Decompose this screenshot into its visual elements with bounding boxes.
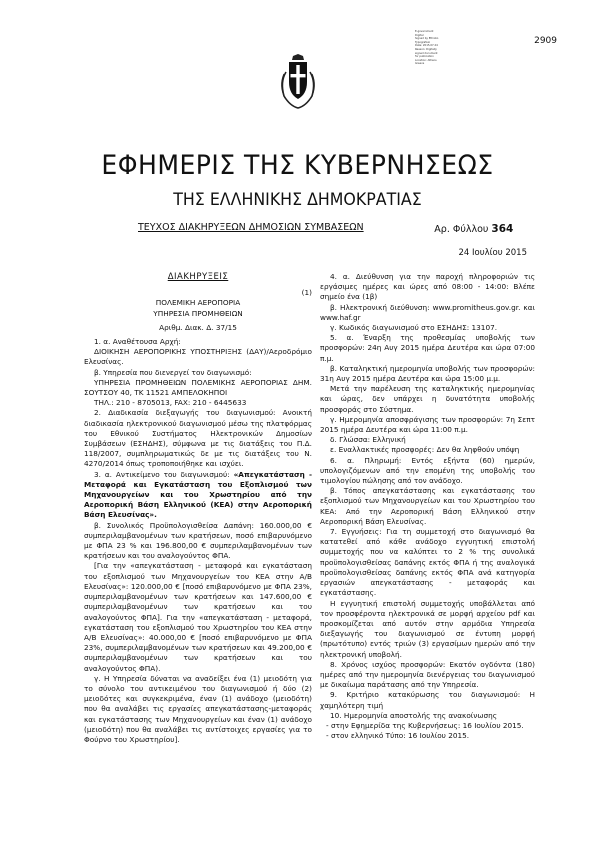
- stamp-line: E-government: [415, 30, 434, 33]
- gazette-subtitle: ΤΗΣ ΕΛΛΗΝΙΚΗΣ ΔΗΜΟΚΡΑΤΙΑΣ: [173, 190, 422, 210]
- paragraph: β. Υπηρεσία που διενεργεί τον διαγωνισμό:: [94, 367, 252, 377]
- paragraph-lead: 3. α. Αντικείμενο του διαγωνισμού:: [94, 469, 234, 479]
- stamp-line: for publication: [415, 55, 434, 59]
- section-heading: ΔΙΑΚΗΡΥΞΕΙΣ: [167, 272, 229, 282]
- paragraph: 9. Κριτήριο κατακύρωσης του διαγωνισμού: Η χαμηλότερη τιμή: [320, 690, 535, 710]
- paragraph: γ. Η Υπηρεσία δύναται να αναδείξει ένα (1) μειοδότη για το σύνολο του αντικειμένου του διαγωνισμού ή δύο (2) μειοδότες και συγκεκριμένα, έναν (1) ανάδοχο (μειοδότη) που θα αναλάβει τις εργασίες απεγκατάστασης-μεταφοράς και εγκατάστασης των Μηχανουργείων και έναν (1) ανάδοχο (μειοδότη) που θα αναλάβει τις αντίστοιχες εργασίες για το Φούρνο του Χρωστηρίου].: [84, 673, 312, 744]
- paragraph: β. Συνολικός Προϋπολογισθείσα Δαπάνη: 160.000,00 € συμπεριλαμβανομένων των κρατήσεων, ποσό επιβαρυνόμενο με ΦΠΑ 23 % και 196.800,00 € συμπεριλαμβανομένων των κρατήσεων και του αναλογούντος ΦΠΑ.: [84, 520, 312, 561]
- paragraph: [84, 470, 312, 521]
- stamp-line: signed document: [415, 51, 438, 55]
- stamp-line: Date: 2015.07.24: [415, 44, 438, 48]
- reference-number: Αριθμ. Διακ. Δ. 37/15: [159, 322, 237, 332]
- stamp-line: Typografeio: [415, 40, 431, 44]
- paragraph: 5. α. Έναρξη της προθεσμίας υποβολής των προσφορών: 24η Αυγ 2015 ημέρα Δευτέρα και ώρα 07:00 π.μ.: [320, 333, 535, 363]
- paragraph: β. Ηλεκτρονική διεύθυνση: www.promitheus.gov.gr. και www.haf.gr: [320, 302, 535, 322]
- paragraph: - στην Εφημερίδα της Κυβερνήσεως: 16 Ιουλίου 2015.: [326, 720, 524, 730]
- paragraph: γ. Κωδικός διαγωνισμού στο ΕΣΗΔΗΣ: 13107.: [330, 323, 498, 333]
- footnote-number: (1): [301, 288, 312, 298]
- paragraph: [Για την «απεγκατάσταση - μεταφορά και εγκατάσταση του εξοπλισμού των Μηχανουργείων του ΚΕΑ στην Α/Β Ελευσίνας»: 120.000,00 € [ποσό επιβαρυνόμενο με ΦΠΑ 23%, συμπεριλαμβανομένων των κρατήσεων και 147.600,00 € συμπεριλαμβανομένων των κρατήσεων και του αναλογούντος ΦΠΑ]. Για την «απεγκατάσταση - μεταφορά, εγκατάσταση του εξοπλισμού του Χρωστηρίου του ΚΕΑ στην Α/Β Ελευσίνας»: 40.000,00 € [ποσό επιβαρυνόμενο με ΦΠΑ 23%, συμπεριλαμβανομένων των κρατήσεων και 49.200,00 € συμπεριλαμβανομένων των κρατήσεων και του αναλογούντος ΦΠΑ).: [84, 561, 312, 673]
- paragraph: ΤΗΛ.: 210 - 8705013, FAX: 210 - 6445633: [94, 398, 247, 408]
- paragraph: ε. Εναλλακτικές προσφορές: Δεν θα ληφθούν υπόψη: [330, 445, 520, 455]
- stamp-line: Greece: [415, 62, 425, 66]
- paragraph: 7. Εγγυήσεις: Για τη συμμετοχή στο διαγωνισμό θα κατατεθεί από κάθε ανάδοχο εγγυητική επιστολή συμμετοχής που να καλύπτει το 2 % της συνολικά προϋπολογισθείσας δαπάνης εκτός ΦΠΑ ή της αναλογικά προϋπολογισθείσας δαπάνης εκτός ΦΠΑ ανά κατηγορία εργασιών απεγκατάστασης - μεταφοράς και εγκατάστασης.: [320, 527, 535, 598]
- stamp-line: Location: Athens: [415, 58, 437, 62]
- paragraph: 2. Διαδικασία διεξαγωγής του διαγωνισμού: Ανοικτή διαδικασία ηλεκτρονικού διαγωνισμού μέσω της πλατφόρμας του Εθνικού Συστήματος Ηλεκτρονικών Δημοσίων Συμβάσεων (ΕΣΗΔΗΣ), σύμφωνα με τις διατάξεις του Π.Δ. 118/2007, συμπληρωματικώς δε με τις διατάξεις του Ν. 4270/2014 όπως τροποποιήθηκε και ισχύει.: [84, 408, 312, 469]
- paragraph: γ. Ημερομηνία αποσφράγισης των προσφορών: 7η Σεπτ 2015 ημέρα Δευτέρα και ώρα 11:00 π.μ.: [320, 414, 535, 435]
- paragraph: ΥΠΗΡΕΣΙΑ ΠΡΟΜΗΘΕΙΩΝ ΠΟΛΕΜΙΚΗΣ ΑΕΡΟΠΟΡΙΑΣ ΔΗΜ. ΣΟΥΤΣΟΥ 40, ΤΚ 11521 ΑΜΠΕΛΟΚΗΠΟΙ: [84, 377, 312, 398]
- stamp-line: Signed by Ethniko: [415, 37, 439, 41]
- stamp-line: Reason: Digitally: [415, 47, 437, 51]
- paragraph: 8. Χρόνος ισχύος προσφορών: Εκατόν ογδόντα (180) ημέρες από την ημερομηνία διενέργειας του διαγωνισμού με δικαίωμα παράτασης από την Υπηρεσία.: [320, 659, 535, 690]
- issue-type: ΤΕΥΧΟΣ ΔΙΑΚΗΡΥΞΕΩΝ ΔΗΜΟΣΙΩΝ ΣΥΜΒΑΣΕΩΝ: [138, 222, 364, 233]
- paragraph: Μετά την παρέλευση της καταληκτικής ημερομηνίας και ώρας, δεν υπάρχει η δυνατότητα υποβολής προσφοράς στο Σύστημα.: [320, 384, 535, 414]
- digital-signature-stamp: [415, 30, 475, 66]
- left-column: [84, 272, 312, 745]
- org-unit: ΥΠΗΡΕΣΙΑ ΠΡΟΜΗΘΕΙΩΝ: [153, 308, 243, 318]
- gazette-title: ΕΦΗΜΕΡΙΣ ΤΗΣ ΚΥΒΕΡΝΗΣΕΩΣ: [101, 150, 494, 181]
- sheet-label: Αρ. Φύλλου: [434, 224, 489, 235]
- paragraph: - στον ελληνικό Τύπο: 16 Ιουλίου 2015.: [326, 731, 470, 741]
- paragraph: Η εγγυητική επιστολή συμμετοχής υποβάλλεται από τον προσφέροντα ηλεκτρονικά σε μορφή αρχείου pdf και προσκομίζεται από αυτόν στην αρμόδια Υπηρεσία διεξαγωγής του διαγωνισμού σε έντυπη μορφή (πρωτότυπο) εντός τριών (3) εργασίμων ημερών από την ηλεκτρονική υποβολή.: [320, 598, 535, 659]
- page-number: 2909: [534, 36, 557, 46]
- paragraph: 10. Ημερομηνία αποστολής της ανακοίνωσης: [330, 710, 497, 720]
- paragraph: 4. α. Διεύθυνση για την παροχή πληροφοριών τις εργάσιμες ημέρες και ώρες από 08:00 - 14:00: Βλέπε σημείο ένα (1β): [320, 272, 535, 302]
- paragraph: ΔΙΟΙΚΗΣΗ ΑΕΡΟΠΟΡΙΚΗΣ ΥΠΟΣΤΗΡΙΞΗΣ (ΔΑΥ)/Αεροδρόμιο Ελευσίνας.: [84, 347, 312, 367]
- coat-of-arms-icon: [278, 52, 318, 112]
- paragraph: β. Καταληκτική ημερομηνία υποβολής των προσφορών: 31η Αυγ 2015 ημέρα Δευτέρα και ώρα 15:00 μ.μ.: [320, 363, 535, 384]
- paragraph: 6. α. Πληρωμή: Εντός εξήντα (60) ημερών, υπολογιζόμενων από την επομένη της υποβολής του τιμολογίου πώλησης από τον ανάδοχο.: [320, 455, 535, 486]
- org-name: ΠΟΛΕΜΙΚΗ ΑΕΡΟΠΟΡΙΑ: [155, 298, 241, 308]
- contract-subject: «Απεγκατάσταση - Μεταφορά και Εγκατάσταση του Εξοπλισμού των Μηχανουργείων και του Χρωστηρίου από την Αεροπορική Βάση Ελληνικού (ΚΕΑ) στην Αεροπορική Βάση Ελευσίνας».: [84, 469, 312, 520]
- issue-bar: [138, 222, 513, 235]
- right-column: [320, 272, 535, 741]
- sheet-number: 364: [491, 222, 514, 235]
- issue-date: 24 Ιουλίου 2015: [458, 248, 527, 258]
- sheet-number-block: [434, 222, 513, 235]
- stamp-line: Digital: [415, 33, 424, 37]
- paragraph: 1. α. Αναθέτουσα Αρχή:: [94, 337, 181, 347]
- paragraph: β. Τόπος απεγκατάστασης και εγκατάστασης του εξοπλισμού των Μηχανουργείων και του Χρωστηρίου του ΚΕΑ: Από την Αεροπορική Βάση Ελληνικού στην Αεροπορική Βάση Ελευσίνας.: [320, 486, 535, 526]
- paragraph: δ. Γλώσσα: Ελληνική: [330, 435, 406, 445]
